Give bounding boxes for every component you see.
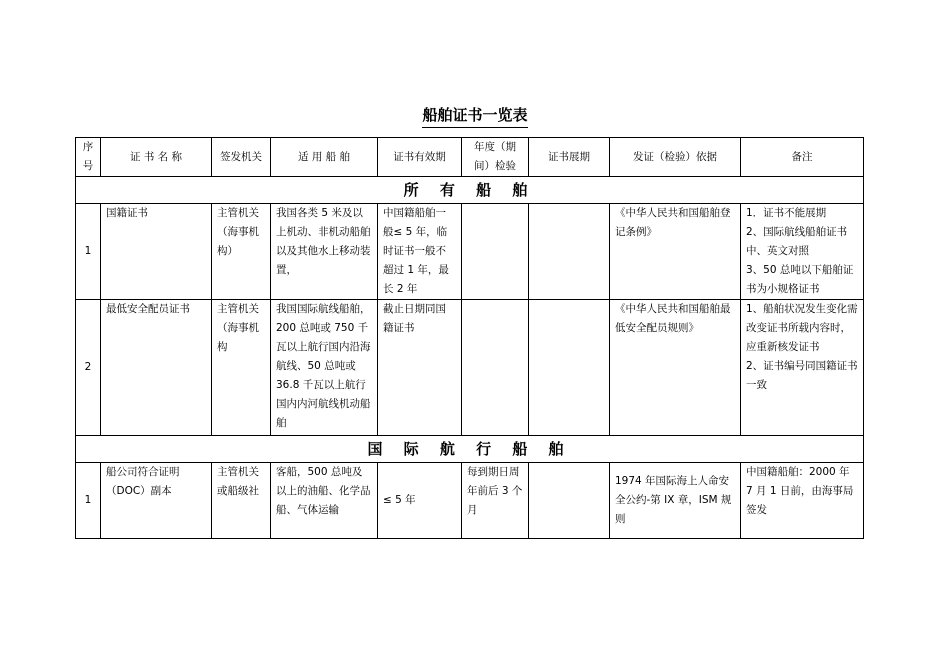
certificate-table: [75, 137, 864, 539]
header-remarks: 备注: [741, 138, 864, 177]
cell-annual: [462, 204, 529, 300]
cell-applicable: 我国各类 5 米及以上机动、非机动船舶以及其他水上移动装置，: [271, 204, 378, 300]
cell-name: 最低安全配员证书: [101, 300, 212, 436]
table-row: [76, 204, 864, 300]
table-row: [76, 463, 864, 539]
cell-issuer: 主管机关或船级社: [212, 463, 271, 539]
cell-applicable: 客船，500 总吨及以上的油船、化学品船、气体运输: [271, 463, 378, 539]
cell-applicable: 我国国际航线船舶，200 总吨或 750 千瓦以上航行国内沿海航线、50 总吨或 36.8 千瓦以上航行国内内河航线机动船舶: [271, 300, 378, 436]
document-title: 船舶证书一览表: [0, 104, 950, 128]
cell-remarks: 1、船舶状况发生变化需改变证书所载内容时，应重新核发证书 2、证书编号同国籍证书一致: [741, 300, 864, 436]
cell-extension: [529, 463, 610, 539]
cell-seq: 2: [76, 300, 101, 436]
header-issuer: 签发机关: [212, 138, 271, 177]
cell-validity: 中国籍船舶一般≤ 5 年，临时证书一般不超过 1 年，最长 2 年: [378, 204, 462, 300]
header-seq: 序号: [76, 138, 101, 177]
header-name: 证 书 名 称: [101, 138, 212, 177]
cell-remarks: 1．证书不能展期 2、国际航线船舶证书中、英文对照 3、50 总吨以下船舶证书为小规格证书: [741, 204, 864, 300]
cell-issuer: 主管机关（海事机构）: [212, 204, 271, 300]
cell-name: 船公司符合证明（DOC）副本: [101, 463, 212, 539]
table-row: [76, 300, 864, 436]
cell-basis: 《中华人民共和国船舶登记条例》: [610, 204, 741, 300]
cell-seq: 1: [76, 463, 101, 539]
section-title: 国 际 航 行 船 舶: [76, 436, 864, 463]
cell-validity: 截止日期同国籍证书: [378, 300, 462, 436]
cell-basis: 《中华人民共和国船舶最低安全配员规则》: [610, 300, 741, 436]
cell-remarks: 中国籍船舶：2000 年 7 月 1 日前，由海事局签发: [741, 463, 864, 539]
header-extension: 证书展期: [529, 138, 610, 177]
cell-annual: [462, 300, 529, 436]
header-applicable: 适 用 船 舶: [271, 138, 378, 177]
table-header-row: [76, 138, 864, 177]
section-row: [76, 177, 864, 204]
cell-extension: [529, 204, 610, 300]
cell-issuer: 主管机关（海事机构: [212, 300, 271, 436]
cell-validity: ≤ 5 年: [378, 463, 462, 539]
cell-extension: [529, 300, 610, 436]
header-basis: 发证（检验）依据: [610, 138, 741, 177]
header-annual: 年度（期间）检验: [462, 138, 529, 177]
cell-annual: 每到期日周年前后 3 个月: [462, 463, 529, 539]
cell-name: 国籍证书: [101, 204, 212, 300]
cell-basis: 1974 年国际海上人命安全公约-第 IX 章，ISM 规则: [610, 463, 741, 539]
cell-seq: 1: [76, 204, 101, 300]
section-title: 所 有 船 舶: [76, 177, 864, 204]
section-row: [76, 436, 864, 463]
header-validity: 证书有效期: [378, 138, 462, 177]
